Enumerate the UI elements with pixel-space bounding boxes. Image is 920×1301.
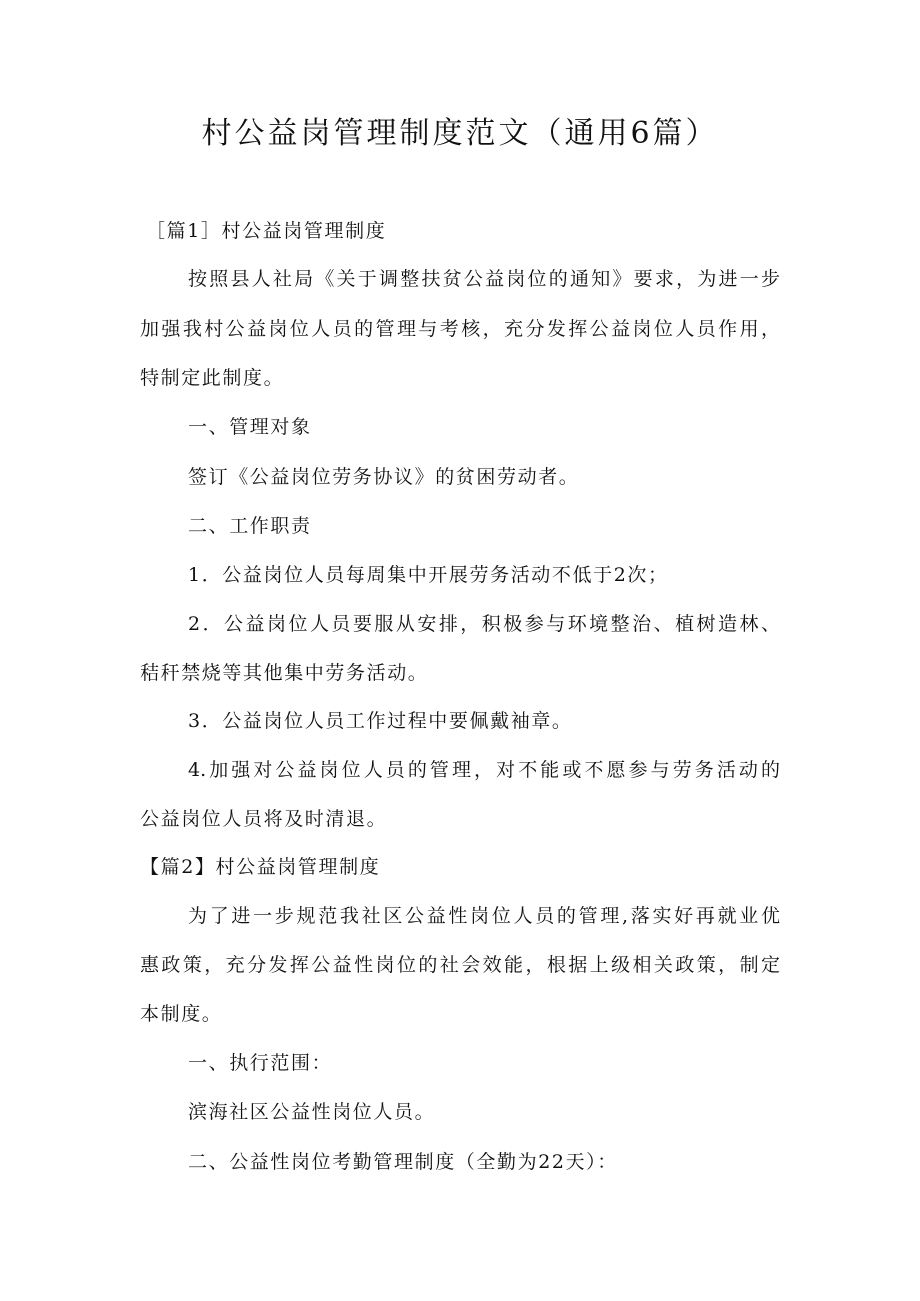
list-item: 4.加强对公益岗位人员的管理，对不能或不愿参与劳务活动的 [188,759,780,781]
list-item: 1．公益岗位人员每周集中开展劳务活动不低于2次； [188,564,669,586]
paragraph-line: 本制度。 [140,1003,223,1025]
list-item-continuation: 公益岗位人员将及时清退。 [140,808,388,830]
paragraph-line: 加强我村公益岗位人员的管理与考核，充分发挥公益岗位人员作用， [140,318,780,340]
subheading: 一、管理对象 [188,416,312,438]
paragraph-line: 滨海社区公益性岗位人员。 [188,1101,436,1123]
list-item-continuation: 秸秆禁烧等其他集中劳务活动。 [140,662,429,684]
section-heading-2: 【篇2】村公益岗管理制度 [140,856,381,878]
list-item: 3．公益岗位人员工作过程中要佩戴袖章。 [188,710,573,732]
subheading: 一、执行范围： [188,1052,333,1074]
paragraph-line: 签订《公益岗位劳务协议》的贫困劳动者。 [188,466,580,488]
paragraph-line: 特制定此制度。 [140,367,285,389]
list-item: 2．公益岗位人员要服从安排，积极参与环境整治、植树造林、 [188,613,780,635]
subheading: 二、工作职责 [188,515,312,537]
subheading: 二、公益性岗位考勤管理制度（全勤为22天）： [188,1151,618,1173]
paragraph-line: 按照县人社局《关于调整扶贫公益岗位的通知》要求，为进一步 [188,268,780,290]
document-title: 村公益岗管理制度范文（通用6篇） [201,116,719,151]
section-heading-1: ［篇1］村公益岗管理制度 [146,220,387,242]
paragraph-line: 惠政策，充分发挥公益性岗位的社会效能，根据上级相关政策，制定 [140,954,780,976]
paragraph-line: 为了进一步规范我社区公益性岗位人员的管理,落实好再就业优 [188,905,780,927]
